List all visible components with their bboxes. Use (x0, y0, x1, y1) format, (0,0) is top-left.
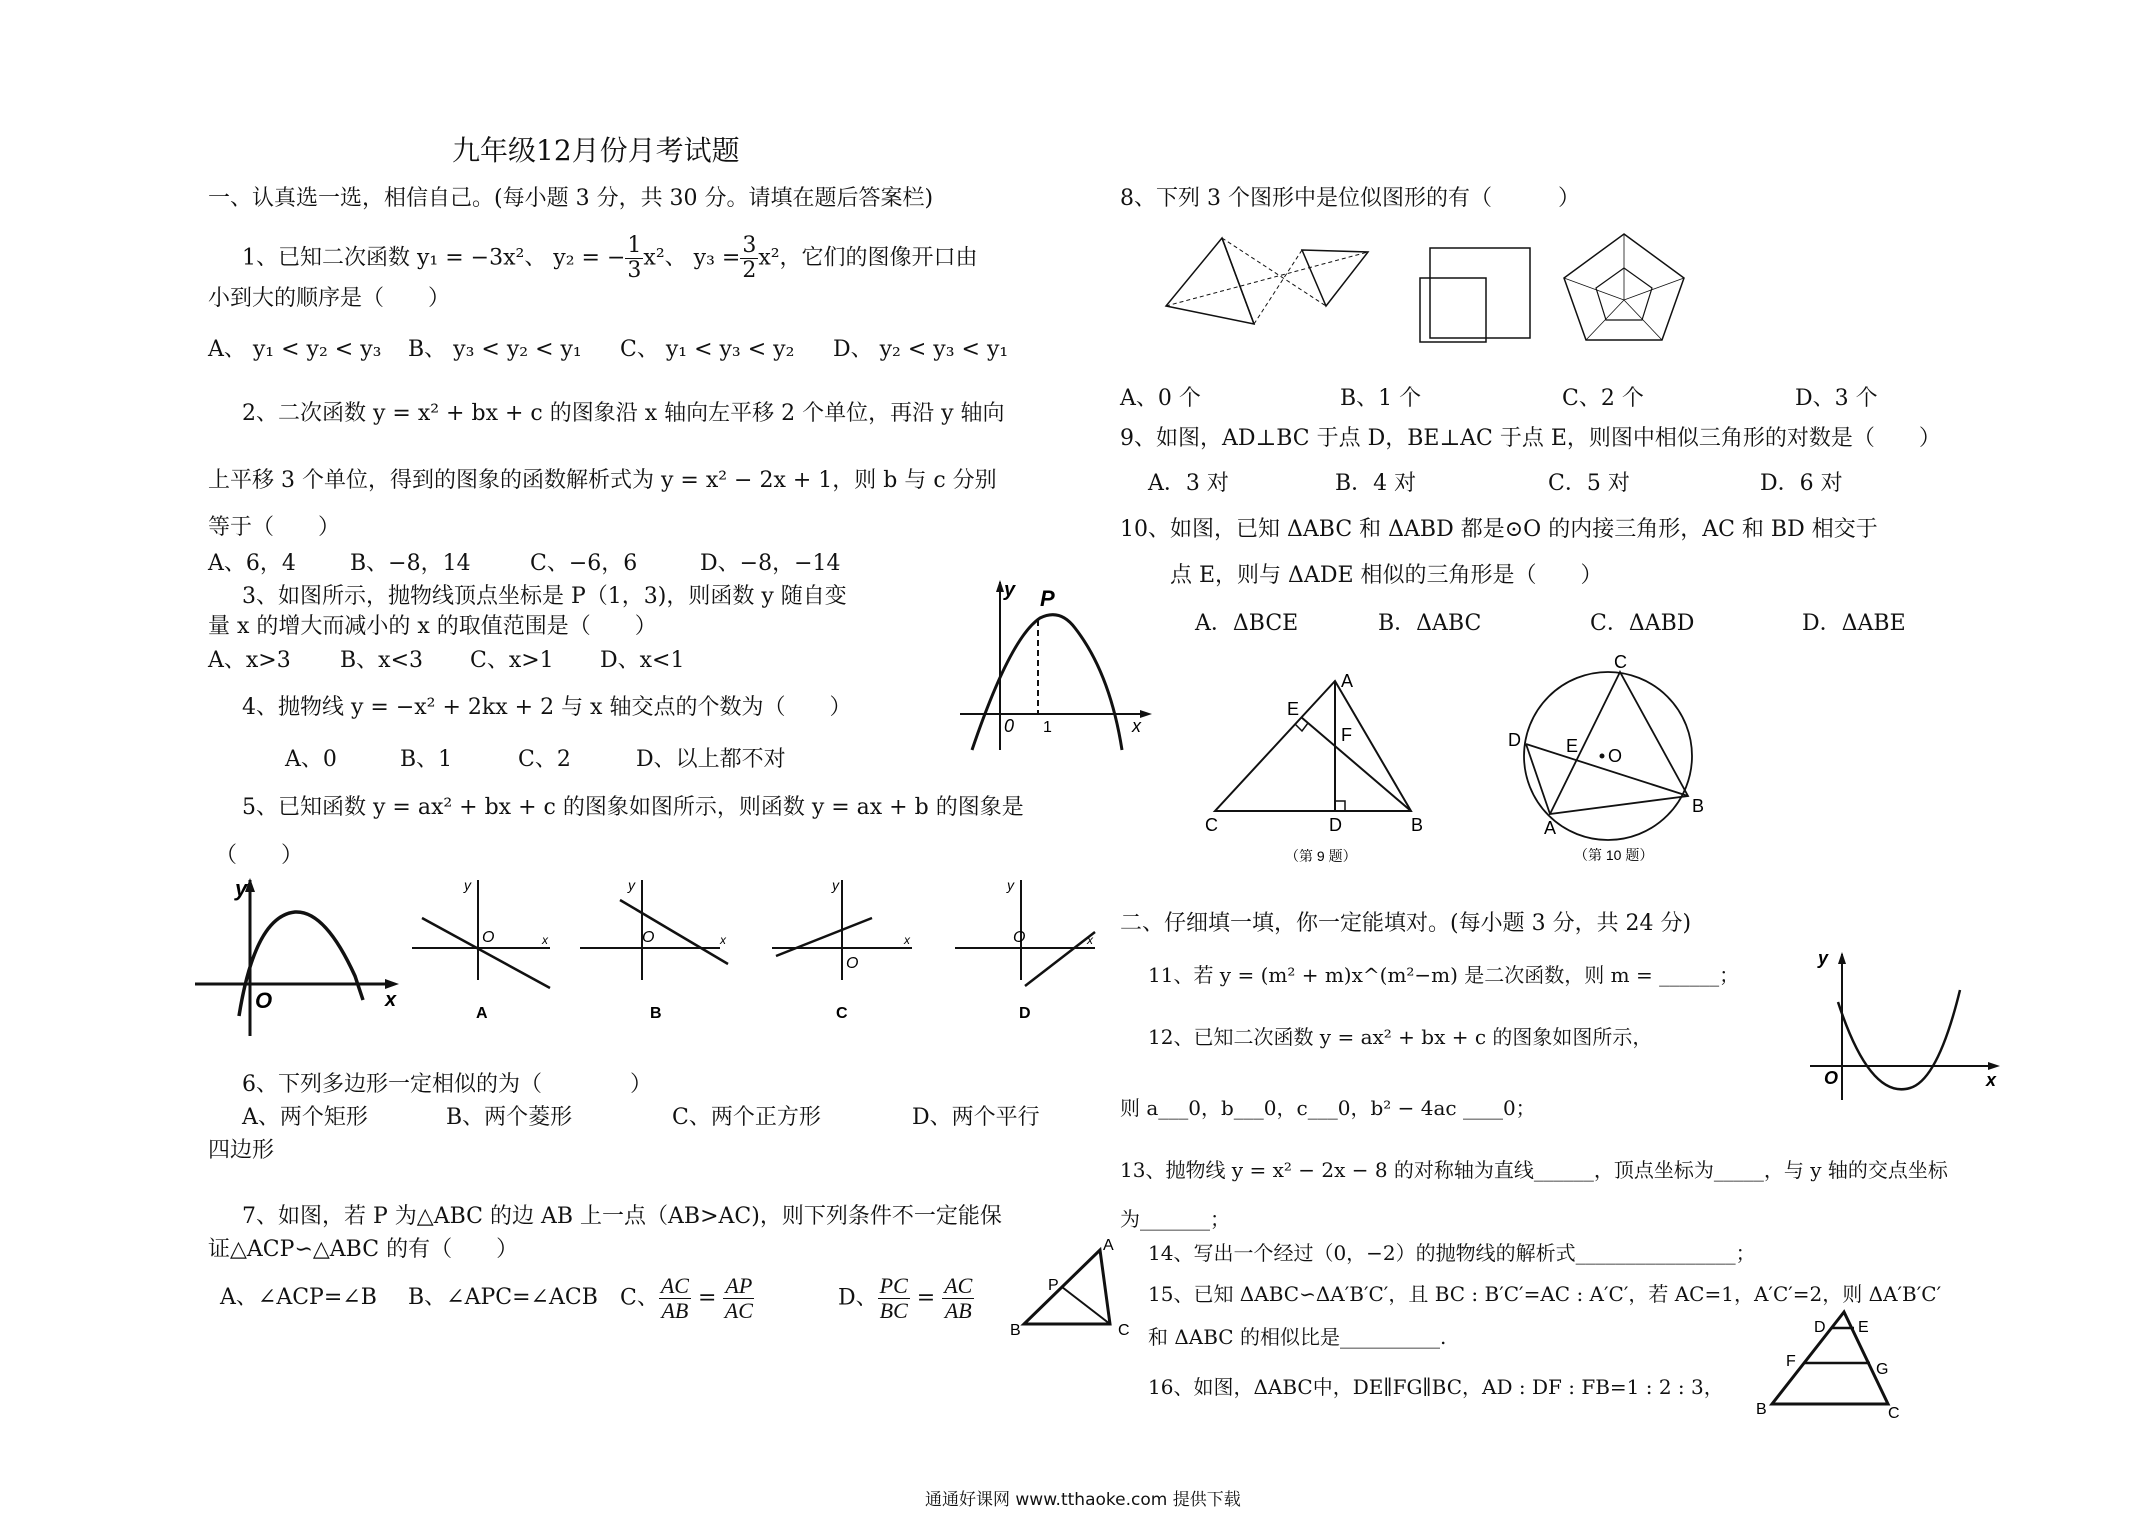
q12-line-2: 则 a___0，b___0，c___0，b² − 4ac ____0； (1120, 1096, 1536, 1120)
q8-option-b: B、1 个 (1340, 386, 1422, 411)
q12-parabola-figure (1810, 950, 2005, 1115)
q5-option-b-graph (580, 876, 730, 1026)
q3-label-p: P (1040, 586, 1055, 611)
q15-line-1: 15、已知 ΔABC∽ΔA′B′C′，且 BC : B′C′=AC : A′C′，若 AC=1，A′C′=2，则 ΔA′B′C′ (1148, 1282, 1942, 1306)
q8-fig3-ray-5 (1564, 278, 1624, 300)
q16-triangle-figure (1748, 1300, 1908, 1420)
q9-triangle-figure (1195, 665, 1435, 870)
q10-option-d: D．ΔABE (1802, 611, 1906, 636)
q7-label-a: A (1103, 1237, 1114, 1254)
q9-caption: （第 9 题） (1285, 848, 1357, 864)
q5a-label-origin: O (482, 929, 495, 946)
q3-parabola-figure (960, 578, 1160, 753)
q5-x-arrow (385, 979, 399, 989)
q9-label-d: D (1329, 815, 1342, 835)
q12-label-x: x (1986, 1070, 1997, 1090)
q8-fig3-ray-2 (1624, 278, 1684, 300)
q5-line-2: （ ） (215, 843, 304, 868)
q2-option-a: A、6，4 (208, 551, 296, 576)
q1-stem-part-c: x²，它们的图像开口由 (758, 245, 978, 271)
q8-line-1: 8、下列 3 个图形中是位似图形的有（ ） (1120, 186, 1580, 211)
q9-altitude-be (1301, 717, 1411, 811)
q5b-label-y: y (628, 877, 635, 893)
q2-line-1: 2、二次函数 y = x² + bx + c 的图象沿 x 轴向左平移 2 个单位，再沿 y 轴向 (242, 401, 1005, 426)
q12-parabola-curve (1838, 990, 1960, 1089)
q8-fig1-triangle-large (1166, 238, 1254, 324)
q5-parabola-figure (195, 876, 405, 1036)
q1-fraction-2: $\frac{3}{2}$ (742, 233, 757, 284)
q3-option-c: C、x>1 (470, 648, 554, 673)
q5b-label-origin: O (642, 929, 655, 946)
q6-option-a: A、两个矩形 (242, 1105, 368, 1130)
q6-option-b: B、两个菱形 (446, 1105, 573, 1130)
q5-label-origin: O (255, 988, 273, 1013)
q6-line-1: 6、下列多边形一定相似的为（ ） (242, 1072, 652, 1097)
q8-fig1-ray-1 (1222, 238, 1326, 306)
q7-line-2: 证△ACP∽△ABC 的有（ ） (208, 1237, 519, 1262)
section-2-heading: 二、仔细填一填，你一定能填对。(每小题 3 分，共 24 分) (1120, 911, 1692, 936)
q5-label-y: y (235, 876, 248, 901)
q11-line-1: 11、若 y = (m² + m)x^(m²−m) 是二次函数，则 m = ______； (1148, 963, 1740, 987)
q9-option-b: B．4 对 (1335, 471, 1417, 496)
q8-fig1-ray-2 (1166, 252, 1368, 306)
q10-circle-figure (1490, 650, 1710, 870)
q9-label-b: B (1411, 815, 1424, 835)
q16-label-b: B (1756, 1401, 1767, 1418)
q10-label-d: D (1508, 730, 1521, 750)
q3-option-d: D、x<1 (600, 648, 685, 673)
q14-line-1: 14、写出一个经过（0，−2）的抛物线的解析式________________； (1148, 1241, 1756, 1265)
q3-label-y: y (1004, 579, 1016, 601)
q9-option-d: D．6 对 (1760, 471, 1843, 496)
q8-fig1-triangle-small (1302, 250, 1368, 306)
page-title: 九年级12月份月考试题 (452, 134, 740, 167)
question-1-stem (242, 234, 978, 283)
q4-option-a: A、0 (285, 747, 337, 772)
q5-option-a-graph (412, 876, 562, 1026)
q7-line-1: 7、如图，若 P 为△ABC 的边 AB 上一点（AB>AC)，则下列条件不一定能保 (242, 1204, 1002, 1229)
q5-line-1: 5、已知函数 y = ax² + bx + c 的图象如图所示，则函数 y = ax + b 的图象是 (242, 795, 1024, 820)
q12-label-y: y (1818, 948, 1829, 968)
q1-option-a: A、 y₁ < y₂ < y₃ (208, 337, 382, 362)
q5d-line (1025, 932, 1095, 986)
q6-option-c: C、两个正方形 (672, 1105, 821, 1130)
q7-option-d: D、 $\frac{PC}{BC}$ = $\frac{AC}{AB}$ (838, 1273, 973, 1324)
q3-option-b: B、x<3 (340, 648, 424, 673)
q8-option-c: C、2 个 (1562, 386, 1644, 411)
q8-option-d: D、3 个 (1795, 386, 1878, 411)
q5-option-c-graph (772, 876, 922, 1026)
q10-label-b: B (1692, 796, 1705, 816)
q7c-fraction-2: $\frac{AP}{AC}$ (724, 1273, 753, 1324)
q4-option-d: D、以上都不对 (636, 747, 786, 772)
q13-line-1: 13、抛物线 y = x² − 2x − 8 的对称轴为直线______，顶点坐标为_____，与 y 轴的交点坐标 (1120, 1158, 1948, 1182)
q9-line-1: 9、如图，AD⊥BC 于点 D，BE⊥AC 于点 E，则图中相似三角形的对数是（ ） (1120, 426, 1941, 451)
q8-figure-1 (1150, 228, 1390, 348)
q5a-label-y: y (464, 877, 471, 893)
q10-center-point (1600, 754, 1605, 759)
q8-fig1-ray-3 (1254, 250, 1302, 324)
q7-option-c: C、 $\frac{AC}{AB}$ = $\frac{AP}{AC}$ (620, 1273, 753, 1324)
q2-option-b: B、−8，14 (350, 551, 471, 576)
q10-label-e: E (1566, 736, 1579, 756)
q9-right-angle-e (1295, 723, 1308, 731)
q5a-label-x: x (542, 933, 548, 947)
q9-triangle (1215, 681, 1411, 811)
q1-fraction-1: $\frac{1}{3}$ (627, 233, 642, 284)
q3-label-origin: 0 (1004, 716, 1015, 736)
q16-line-1: 16、如图，ΔABC中，DE∥FG∥BC，AD : DF : FB=1 : 2 : 3， (1148, 1375, 1724, 1399)
q5c-label-origin: O (846, 955, 859, 972)
q16-label-c: C (1888, 1405, 1900, 1422)
q7-label-p: P (1048, 1277, 1059, 1294)
q7-label-c: C (1118, 1322, 1130, 1339)
q8-figure-3 (1560, 228, 1690, 346)
q16-label-e: E (1858, 1319, 1869, 1336)
q9-label-a: A (1341, 671, 1354, 691)
q5d-label-y: y (1007, 877, 1014, 893)
section-1-heading: 一、认真选一选，相信自己。(每小题 3 分，共 30 分。请填在题后答案栏) (208, 186, 934, 211)
q9-option-c: C．5 对 (1548, 471, 1630, 496)
q5b-label-x: x (720, 933, 726, 947)
q5c-label-y: y (832, 877, 839, 893)
q5-option-d-label: D (1019, 1005, 1031, 1022)
q2-option-d: D、−8，−14 (700, 551, 841, 576)
q8-fig1-median (1222, 238, 1254, 324)
q7-segment-pc (1062, 1287, 1110, 1324)
q7c-fraction-1: $\frac{AC}{AB}$ (660, 1273, 689, 1324)
q9-label-e: E (1287, 699, 1300, 719)
q7-label-b: B (1010, 1322, 1021, 1339)
q10-caption: （第 10 题） (1574, 847, 1654, 863)
q5c-line (776, 918, 872, 956)
q13-line-2: 为_______； (1120, 1207, 1230, 1231)
q12-x-arrow (1988, 1062, 2000, 1070)
q1-line-2: 小到大的顺序是（ ） (208, 286, 451, 311)
q16-label-f: F (1786, 1353, 1796, 1370)
q7d-fraction-2: $\frac{AC}{AB}$ (944, 1273, 973, 1324)
q3-label-one: 1 (1043, 719, 1052, 736)
q7-triangle-figure (1010, 1237, 1145, 1340)
q10-option-c: C．ΔABD (1590, 611, 1695, 636)
q8-figure-2 (1410, 240, 1540, 348)
q10-option-b: B．ΔABC (1378, 611, 1482, 636)
q7-option-b: B、∠APC=∠ACB (408, 1285, 598, 1310)
q3-line-1: 3、如图所示，抛物线顶点坐标是 P（1，3)，则函数 y 随自变 (242, 584, 847, 609)
q9-label-f: F (1341, 725, 1352, 745)
q8-option-a: A、0 个 (1120, 386, 1201, 411)
q5-option-a-label: A (476, 1005, 488, 1022)
q2-line-2: 上平移 3 个单位，得到的图象的函数解析式为 y = x² − 2x + 1，则 b 与 c 分别 (208, 468, 997, 493)
page-footer: 通通好课网 www.tthaoke.com 提供下载 (925, 1490, 1241, 1510)
q10-option-a: A．ΔBCE (1195, 611, 1299, 636)
q5b-line (620, 900, 728, 964)
q3-line-2: 量 x 的增大而减小的 x 的取值范围是（ ） (208, 614, 657, 639)
q6-line-3: 四边形 (208, 1138, 275, 1163)
q1-option-d: D、 y₂ < y₃ < y₁ (833, 337, 1009, 362)
q10-line-1: 10、如图，已知 ΔABC 和 ΔABD 都是⊙O 的内接三角形，AC 和 BD 相交于 (1120, 517, 1878, 542)
q1-option-b: B、 y₃ < y₂ < y₁ (408, 337, 582, 362)
q4-line-1: 4、抛物线 y = −x² + 2kx + 2 与 x 轴交点的个数为（ ） (242, 695, 852, 720)
q10-label-a: A (1544, 818, 1557, 838)
q9-label-c: C (1205, 815, 1218, 835)
q5d-label-x: x (1087, 933, 1093, 947)
q12-line-1: 12、已知二次函数 y = ax² + bx + c 的图象如图所示， (1148, 1025, 1653, 1049)
q5-option-b-label: B (650, 1005, 662, 1022)
q5c-label-x: x (904, 933, 910, 947)
q2-line-3: 等于（ ） (208, 515, 341, 540)
q3-y-arrow (996, 580, 1004, 592)
q4-option-b: B、1 (400, 747, 453, 772)
q5d-label-origin: O (1013, 929, 1026, 946)
q16-label-d: D (1814, 1319, 1826, 1336)
q10-line-2: 点 E，则与 ΔADE 相似的三角形是（ ） (1170, 563, 1603, 588)
q7-option-a: A、∠ACP=∠B (220, 1285, 377, 1310)
q4-option-c: C、2 (518, 747, 571, 772)
q7d-fraction-1: $\frac{PC}{BC}$ (879, 1273, 908, 1324)
q16-label-g: G (1876, 1361, 1889, 1378)
q6-option-d: D、两个平行 (912, 1105, 1040, 1130)
q1-stem-part-b: x²、 y₃ = (643, 245, 741, 271)
q12-y-arrow (1838, 952, 1846, 964)
q5-option-d-graph (955, 876, 1105, 1026)
q8-fig2-square-large (1430, 248, 1530, 338)
q5-option-c-label: C (836, 1005, 848, 1022)
q9-right-angle-d (1335, 801, 1345, 811)
q10-label-o: O (1608, 746, 1623, 766)
q1-stem-part-a: 1、已知二次函数 y₁ = −3x²、 y₂ = − (242, 245, 626, 271)
q12-label-origin: O (1824, 1068, 1839, 1088)
q3-option-a: A、x>3 (208, 648, 291, 673)
q9-option-a: A．3 对 (1148, 471, 1229, 496)
q15-line-2: 和 ΔABC 的相似比是__________. (1148, 1325, 1447, 1349)
q3-label-x: x (1132, 716, 1141, 736)
q2-option-c: C、−6，6 (530, 551, 638, 576)
q5-label-x: x (385, 989, 397, 1011)
q1-option-c: C、 y₁ < y₃ < y₂ (620, 337, 795, 362)
q3-x-arrow (1140, 710, 1152, 718)
q10-label-c: C (1614, 652, 1627, 672)
